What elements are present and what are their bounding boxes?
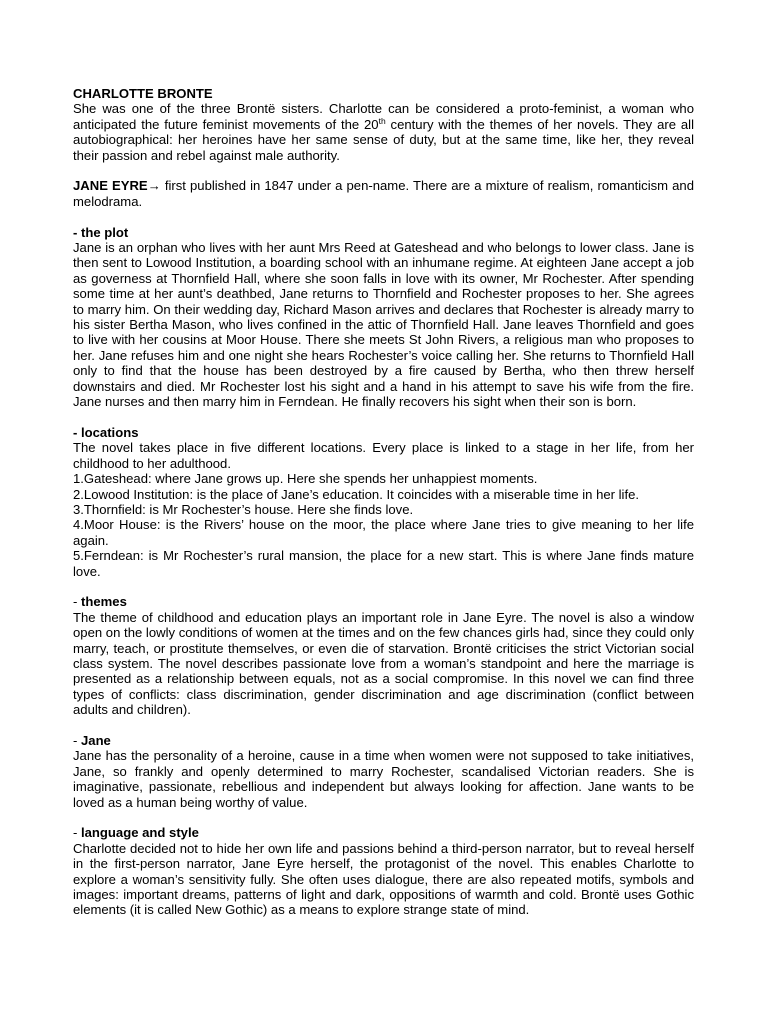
section-heading-themes	[73, 594, 694, 609]
jane-text: Jane has the personality of a heroine, cause in a time when women were not supposed to take initiatives, Jane, so frankly and openly determined to marry Rochester, scandalised Victorian readers. She is imaginative, passionate, rebellious and independent but always looking for affection. Jane wants to be loved as a human being worthy of value.	[73, 748, 694, 810]
themes-text: The theme of childhood and education plays an important role in Jane Eyre. The novel is also a window open on the lowly conditions of women at the times and on the few chances girls had, since they could only marry, teach, or prostitute themselves, or even die of starvation. Brontë criticises the strict Victorian social class system. The novel describes passionate love from a woman’s standpoint and here the marriage is presented as a relationship between equals, not as a social compromise. In this novel we can find three types of conflicts: class discrimination, gender discrimination and age discrimination (conflict between adults and children).	[73, 609, 694, 718]
section-prefix: -	[73, 424, 81, 440]
document-page	[73, 86, 694, 918]
novel-intro-text: first published in 1847 under a pen-name. There are a mixture of realism, romanticism and melodrama.	[73, 178, 694, 209]
section-heading-locations	[73, 425, 694, 440]
author-heading: CHARLOTTE BRONTE	[73, 86, 213, 101]
section-heading-plot	[73, 225, 694, 240]
location-item: 1.Gateshead: where Jane grows up. Here she spends her unhappiest moments.	[73, 471, 538, 487]
plot-text: Jane is an orphan who lives with her aunt Mrs Reed at Gateshead and who belongs to lower class. Jane is then sent to Lowood Institution, a boarding school with an inhumane regime. At eighteen Jane accept a job as governess at Thornfield Hall, where she soon falls in love with its owner, Mr Rochester. After spending some time at her aunt’s deathbed, Jane returns to Thornfield and Rochester proposes to her. She agrees to marry him. On their wedding day, Richard Mason arrives and declares that Rochester is already marry to his sister Bertha Mason, who lives confined in the attic of Thornfield Hall. Jane leaves Thornfield and goes to live with her cousins at Moor House. There she meets St John Rivers, a religious man who proposes to her. Jane refuses him and one night she hears Rochester’s voice calling her. She returns to Thornfield Hall only to find that the house has been destroyed by a fire caused by Bertha, who then threw herself downstairs and died. Mr Rochester lost his sight and a hand in his attempt to save his wife from the fire. Jane nurses and then marry him in Ferndean. He finally recovers his sight when their son is born.	[73, 240, 694, 410]
section-prefix: -	[73, 594, 81, 610]
style-text: Charlotte decided not to hide her own life and passions behind a third-person narrator, but to reveal herself in the first-person narrator, Jane Eyre herself, the protagonist of the novel. This enables Charlotte to explore a woman’s sensitivity fully. She often uses dialogue, there are also repeated motifs, symbols and images: important dreams, patterns of light and dark, oppositions of warmth and cold. Brontë uses Gothic elements (it is called New Gothic) as a means to explore strange state of mind.	[73, 840, 694, 918]
century-superscript: th	[378, 115, 386, 126]
novel-title: JANE EYRE	[73, 178, 148, 194]
location-item: 2.Lowood Institution: is the place of Jane’s education. It coincides with a miserable time in her life.	[73, 486, 640, 502]
novel-intro	[73, 178, 694, 209]
location-item: 5.Ferndean: is Mr Rochester’s rural mansion, the place for a new start. This is where Jane finds mature love.	[73, 548, 694, 579]
locations-intro: The novel takes place in five different locations. Every place is linked to a stage in her life, from her childhood to her adulthood.	[73, 440, 694, 471]
section-title: Jane	[81, 732, 111, 748]
author-bio	[73, 101, 694, 163]
location-item: 4.Moor House: is the Rivers’ house on the moor, the place where Jane tries to give meaning to her life again.	[73, 517, 694, 548]
author-bio-part2: century with the themes of her novels. They are all autobiographical: her heroines have her same sense of duty, but at the same time, like her, they reveal their passion and rebel against male authority.	[73, 116, 694, 163]
arrow-icon: →	[147, 178, 161, 194]
section-prefix: -	[73, 224, 81, 240]
author-bio-part1: She was one of the three Brontë sisters. Charlotte can be considered a proto-feminist, a woman who anticipated the future feminist movements of the 20	[73, 101, 694, 132]
section-heading-style	[73, 825, 694, 840]
location-item: 3.Thornfield: is Mr Rochester’s house. Here she finds love.	[73, 501, 414, 517]
section-title: language and style	[81, 825, 199, 841]
section-title: locations	[81, 424, 139, 440]
section-title: themes	[81, 594, 127, 610]
section-prefix: -	[73, 732, 81, 748]
section-heading-jane	[73, 733, 694, 748]
section-title: the plot	[81, 224, 129, 240]
section-prefix: -	[73, 825, 81, 841]
